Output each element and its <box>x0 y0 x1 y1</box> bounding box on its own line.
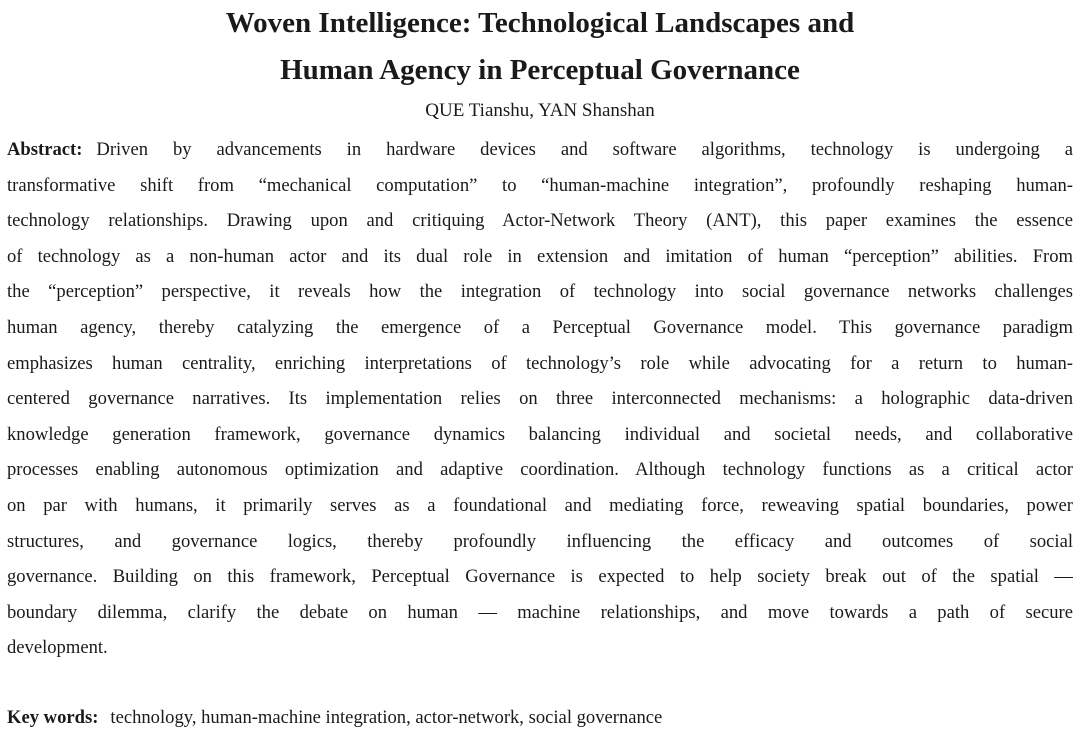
keywords-text: technology, human-machine integration, actor-network, social governance <box>110 707 663 728</box>
keywords <box>7 703 1073 733</box>
title-line-1: Woven Intelligence: Technological Landscapes and <box>225 7 855 39</box>
abstract <box>7 132 1073 666</box>
abstract-line: centered governance narratives. Its implementation relies on three interconnected mechanisms: a holographic data-driven <box>7 388 1073 410</box>
abstract-line: on par with humans, it primarily serves as a foundational and mediating force, reweaving spatial boundaries, power <box>7 494 1073 516</box>
abstract-line: knowledge generation framework, governance dynamics balancing individual and societal needs, and collaborative <box>7 423 1073 445</box>
abstract-line: structures, and governance logics, thereby profoundly influencing the efficacy and outcomes of social <box>7 530 1073 552</box>
abstract-line: emphasizes human centrality, enriching interpretations of technology’s role while advocating for a return to human- <box>7 352 1073 374</box>
abstract-line: technology relationships. Drawing upon and critiquing Actor-Network Theory (ANT), this paper examines the essence <box>7 210 1073 232</box>
abstract-text: Driven by advancements in hardware devices and software algorithms, technology is undergoing a <box>96 139 1073 160</box>
abstract-line: human agency, thereby catalyzing the emergence of a Perceptual Governance model. This governance paradigm <box>7 316 1073 338</box>
abstract-line: transformative shift from “mechanical computation” to “human-machine integration”, profoundly reshaping human- <box>7 174 1073 196</box>
keywords-label: Key words: <box>7 707 99 728</box>
abstract-line <box>7 132 1073 168</box>
abstract-label: Abstract: <box>7 139 83 160</box>
abstract-line: boundary dilemma, clarify the debate on human — machine relationships, and move towards a path of secure <box>7 601 1073 623</box>
abstract-line: development. <box>7 637 108 659</box>
abstract-line: the “perception” perspective, it reveals how the integration of technology into social governance networks challenges <box>7 281 1073 303</box>
abstract-line: processes enabling autonomous optimization and adaptive coordination. Although technology functions as a critical actor <box>7 459 1073 481</box>
abstract-line: governance. Building on this framework, Perceptual Governance is expected to help society break out of the spatial — <box>7 566 1073 588</box>
abstract-line: of technology as a non-human actor and its dual role in extension and imitation of human “perception” abilities. From <box>7 245 1073 267</box>
paper-title <box>0 0 1080 94</box>
author-list: QUE Tianshu, YAN Shanshan <box>425 100 655 121</box>
title-line-2: Human Agency in Perceptual Governance <box>280 54 800 86</box>
